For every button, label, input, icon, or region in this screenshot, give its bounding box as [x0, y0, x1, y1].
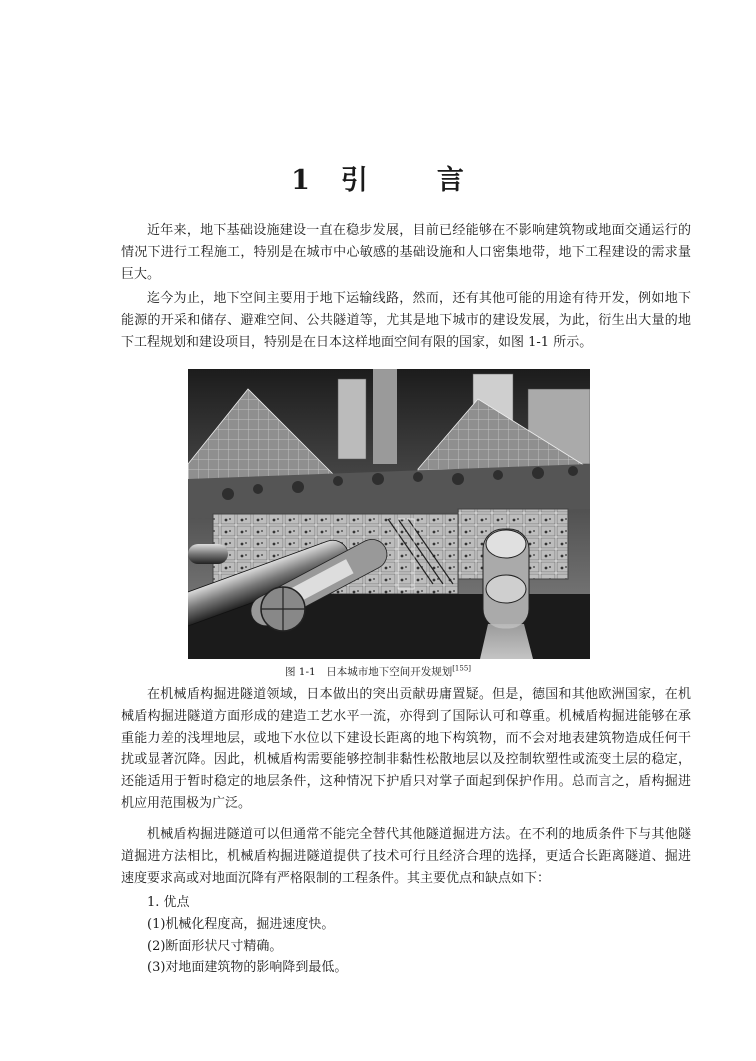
citation-marker: [155] [452, 664, 472, 673]
list-item: (3)对地面建筑物的影响降到最低。 [147, 960, 348, 976]
paragraph-4: 机械盾构掘进隧道可以但通常不能完全替代其他隧道掘进方法。在不利的地质条件下与其他隧道掘进方法相比，机械盾构掘进隧道提供了技术可行且经济合理的选择，更适合长距离隧道、掘进速度要求高或对地面沉降有严格限制的工程条件。其主要优点和缺点如下： [121, 827, 691, 886]
advantages-list [121, 892, 691, 979]
list-heading: 1. 优点 [147, 895, 190, 910]
list-item: (1)机械化程度高，掘进速度快。 [147, 916, 335, 932]
figure-underground-city-illustration [188, 369, 590, 659]
chapter-title [0, 158, 756, 197]
figure-caption: 图 1-1 日本城市地下空间开发规划[155] [284, 664, 472, 678]
chapter-title-char-2: 言 [436, 165, 465, 196]
chapter-title-char-1: 引 [340, 165, 369, 196]
paragraph-1: 近年来，地下基础设施建设一直在稳步发展，目前已经能够在不影响建筑物或地面交通运行的情况下进行工程施工，特别是在城市中心敏感的基础设施和人口密集地带，地下工程建设的需求量巨大。 [121, 223, 691, 282]
list-item: (2)断面形状尺寸精确。 [147, 938, 283, 954]
chapter-number: 1 [291, 165, 311, 196]
underground-city-drawing [188, 369, 590, 659]
paragraph-3: 在机械盾构掘进隧道领域，日本做出的突出贡献毋庸置疑。但是，德国和其他欧洲国家，在机械盾构掘进隧道方面形成的建造工艺水平一流，亦得到了国际认可和尊重。机械盾构掘进能够在承重能力差的浅埋地层，或地下水位以下建设长距离的地下构筑物，而不会对地表建筑物造成任何干扰或显著沉降。因此，机械盾构需要能够控制非黏性松散地层以及控制软塑性或流变土层的稳定，还能适用于暂时稳定的地层条件，这种情况下护盾只对掌子面起到保护作用。总而言之，盾构掘进机应用范围极为广泛。 [121, 687, 691, 811]
paragraph-2: 迄今为止，地下空间主要用于地下运输线路，然而，还有其他可能的用途有待开发，例如地下能源的开采和储存、避难空间、公共隧道等，尤其是地下城市的建设发展，为此，衍生出大量的地下工程规划和建设项目，特别是在日本这样地面空间有限的国家，如图 1-1 所示。 [121, 291, 691, 350]
